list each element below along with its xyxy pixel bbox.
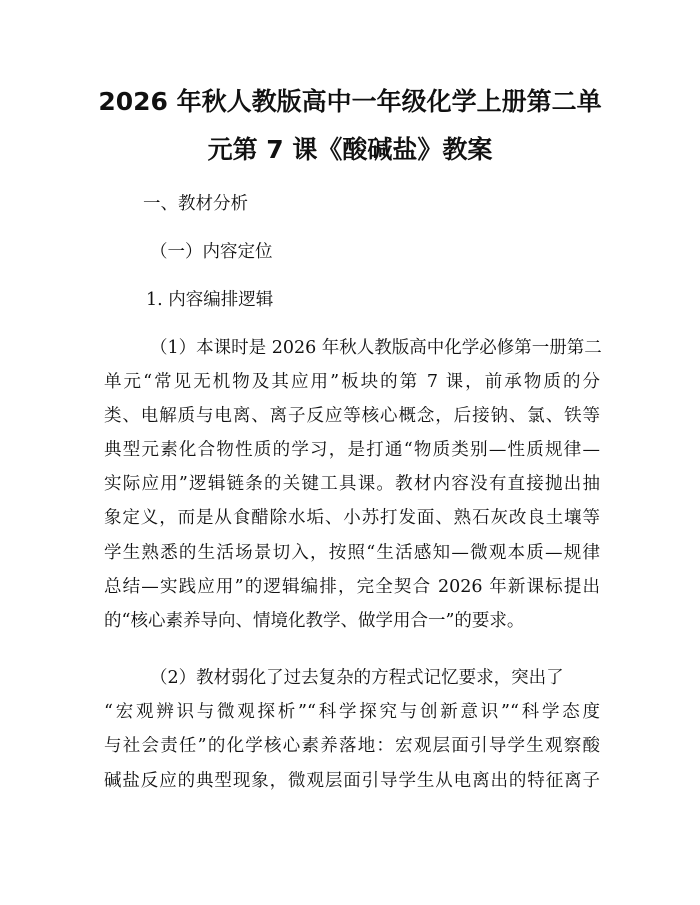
paragraph-line: 总结—实践应用”的逻辑编排，完全契合 2026 年新课标提出 bbox=[104, 577, 600, 597]
paragraph-line: 典型元素化合物性质的学习，是打通“物质类别—性质规律— bbox=[104, 440, 600, 460]
paragraph-line: 单元“常见无机物及其应用”板块的第 7 课，前承物质的分 bbox=[104, 372, 600, 392]
section-heading: 一、教材分析 bbox=[143, 194, 248, 214]
subsubsection-heading: 1. 内容编排逻辑 bbox=[146, 290, 274, 310]
paragraph-line: 象定义，而是从食醋除水垢、小苏打发面、熟石灰改良土壤等 bbox=[104, 508, 600, 528]
document-title-line-2: 元第 7 课《酸碱盐》教案 bbox=[207, 135, 493, 164]
paragraph-line: （1）本课时是 2026 年秋人教版高中化学必修第一册第二 bbox=[150, 338, 602, 358]
paragraph-line: 实际应用”逻辑链条的关键工具课。教材内容没有直接抛出抽 bbox=[104, 474, 600, 494]
paragraph-line: 的“核心素养导向、情境化教学、做学用合一”的要求。 bbox=[104, 611, 525, 631]
paragraph-line: “宏观辨识与微观探析”“科学探究与创新意识”“科学态度 bbox=[104, 702, 600, 722]
paragraph-line: 与社会责任”的化学核心素养落地：宏观层面引导学生观察酸 bbox=[104, 736, 600, 756]
paragraph-line: 类、电解质与电离、离子反应等核心概念，后接钠、氯、铁等 bbox=[104, 406, 600, 426]
subsection-heading: （一）内容定位 bbox=[150, 242, 273, 262]
paragraph-line: 碱盐反应的典型现象，微观层面引导学生从电离出的特征离子 bbox=[104, 771, 600, 791]
paragraph-line: （2）教材弱化了过去复杂的方程式记忆要求，突出了 bbox=[150, 668, 564, 688]
document-title-line-1: 2026 年秋人教版高中一年级化学上册第二单 bbox=[98, 87, 602, 116]
paragraph-line: 学生熟悉的生活场景切入，按照“生活感知—微观本质—规律 bbox=[104, 543, 600, 563]
